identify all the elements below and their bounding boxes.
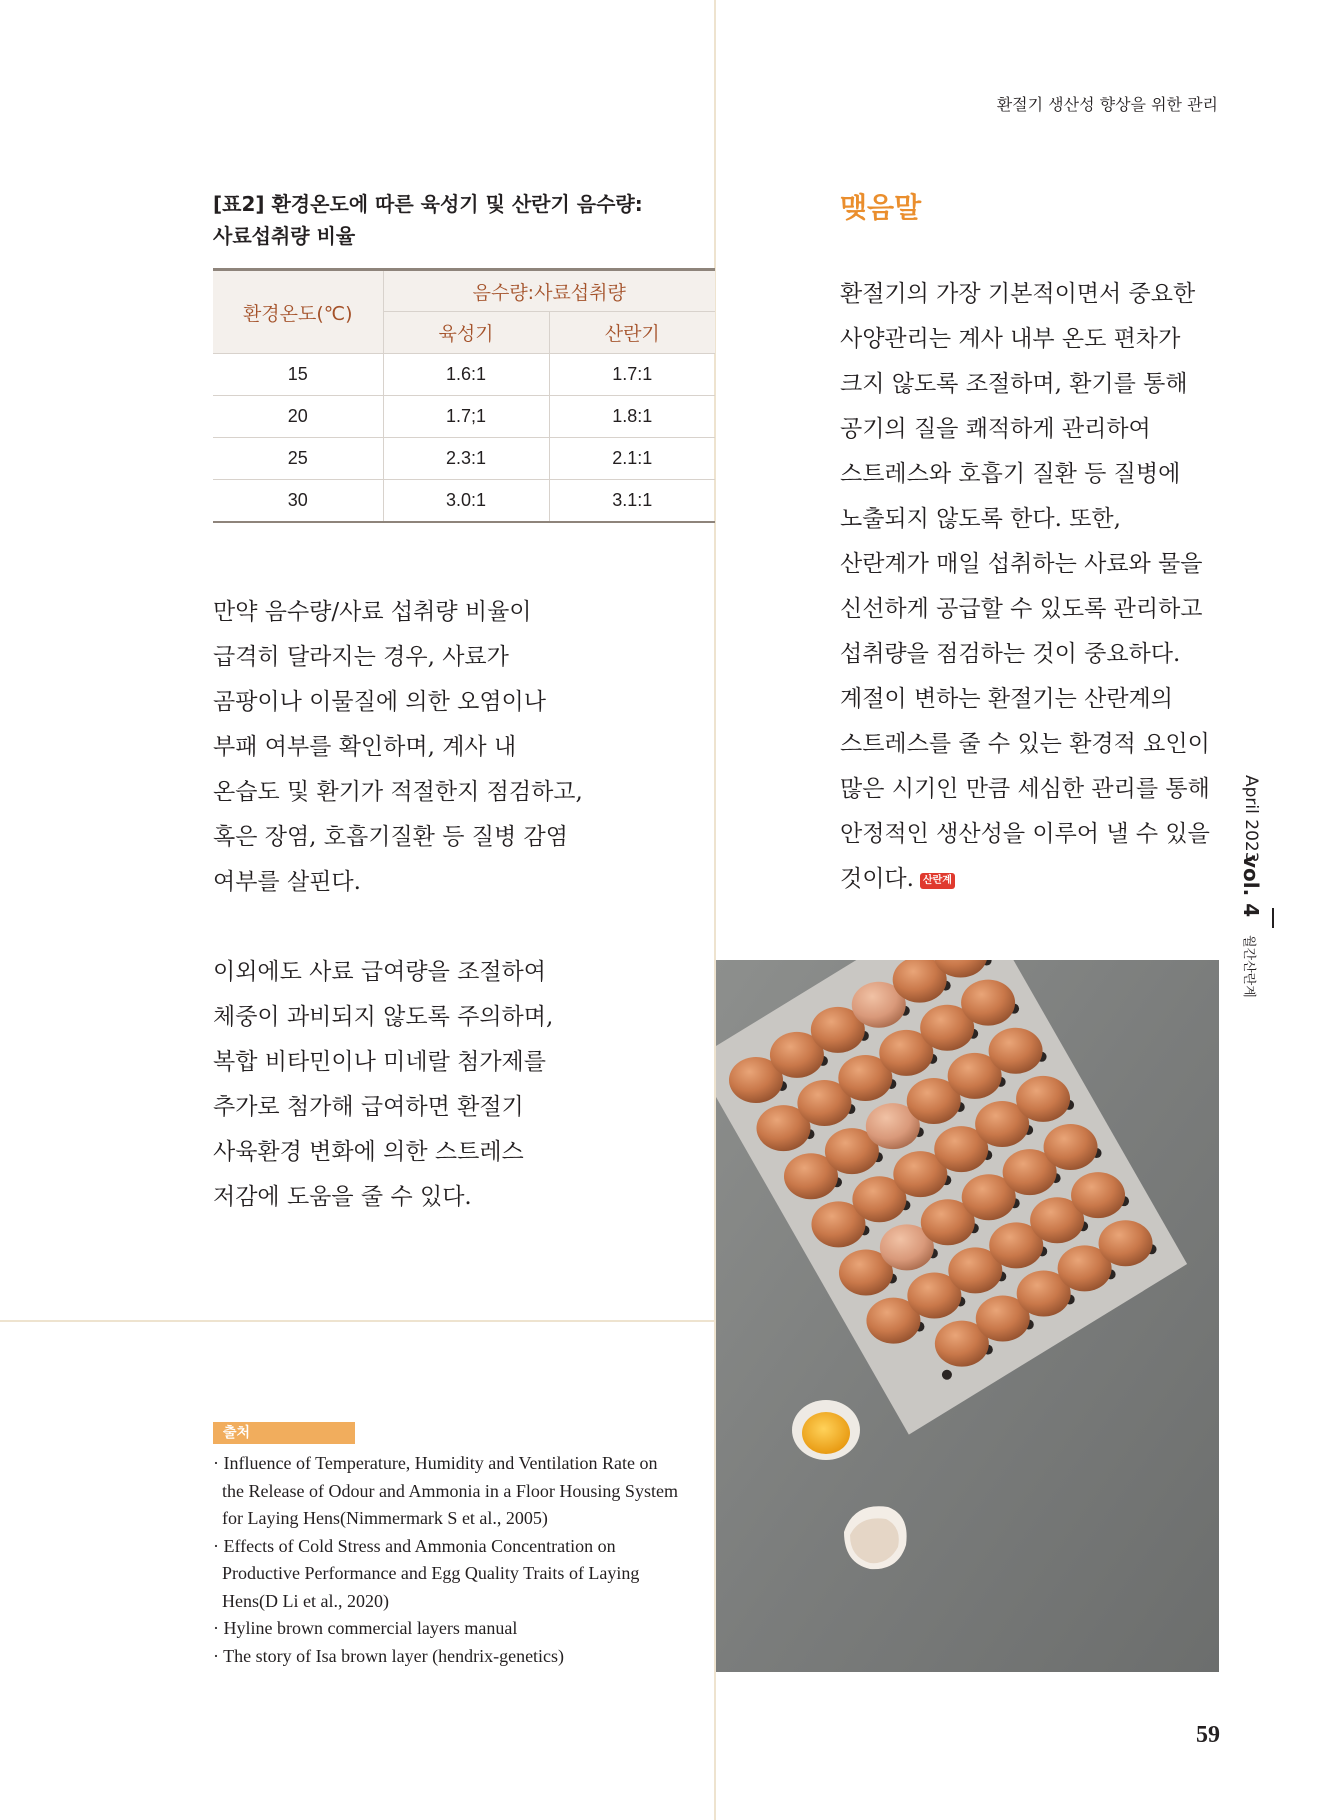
issue-volume: vol. 4 [1239, 855, 1263, 918]
reference-item: · Influence of Temperature, Humidity and Ventilation Rate on the Release of Odour and Ammonia in a Floor Housing System for Laying Hens(Nimmermark S et al., 2005) [213, 1453, 678, 1528]
egg [1016, 1076, 1070, 1122]
table-title-line1: [표2] 환경온도에 따른 육성기 및 산란기 음수량: [213, 192, 643, 216]
page-number: 59 [1196, 1722, 1220, 1748]
cell-layer: 2.1:1 [549, 438, 715, 480]
reference-item: · Hyline brown commercial layers manual [213, 1618, 518, 1638]
cell-grower: 1.7;1 [383, 396, 549, 438]
cell-grower: 2.3:1 [383, 438, 549, 480]
cracked-egg [792, 1400, 860, 1460]
cell-layer: 1.8:1 [549, 396, 715, 438]
paragraph-ratio-check: 만약 음수량/사료 섭취량 비율이 급격히 달라지는 경우, 사료가 곰팡이나 이물질에 의한 오염이나 부패 여부를 확인하며, 계사 내 온습도 및 환기가 적절한지 점검하고, 혹은 장염, 호흡기질환 등 질병 감염 여부를 살핀다. [213, 599, 583, 895]
table-row [213, 480, 715, 522]
cell-temp: 25 [213, 438, 383, 480]
water-feed-ratio-table [213, 268, 715, 523]
reference-list [213, 1450, 683, 1670]
cell-temp: 30 [213, 480, 383, 522]
cell-grower: 1.6:1 [383, 354, 549, 396]
conclusion-title: 맺음말 [840, 191, 922, 224]
running-head: 환절기 생산성 향상을 위한 관리 [996, 95, 1218, 114]
table-title [213, 188, 683, 252]
egg [961, 980, 1015, 1026]
header-grower: 육성기 [383, 312, 549, 354]
conclusion-text: 환절기의 가장 기본적이면서 중요한 사양관리는 계사 내부 온도 편차가 크지 않도록 조절하며, 환기를 통해 공기의 질을 쾌적하게 관리하여 스트레스와 호흡기 질환 등 질병에 노출되지 않도록 한다. 또한, 산란계가 매일 섭취하는 사료와 물을 신선하게 공급할 수 있도록 관리하고 섭취량을 점검하는 것이 중요하다. 계절이 변하는 환절기는 산란계의 스트레스를 줄 수 있는 환경적 요인이 많은 시기인 만큼 세심한 관리를 통해 안정적인 생산성을 이루어 낼 수 있을 것이다. [840, 281, 1210, 892]
table-title-line2: 사료섭취량 비율 [213, 224, 356, 248]
egg [989, 1028, 1043, 1074]
reference-item: · The story of Isa brown layer (hendrix-genetics) [213, 1645, 565, 1666]
tray-hole [942, 1370, 952, 1380]
cell-layer: 3.1:1 [549, 480, 715, 522]
magazine-name: 월간산란계 [1241, 935, 1256, 998]
reference-item: · Effects of Cold Stress and Ammonia Concentration on Productive Performance and Egg Quality Traits of Laying Hens(D Li et al., 2020) [213, 1535, 640, 1611]
end-mark-badge: 산란계 [920, 873, 955, 889]
header-layer: 산란기 [549, 312, 715, 354]
issue-month: April 2023 [1241, 775, 1261, 863]
table-row [213, 354, 715, 396]
column-divider-horizontal [0, 1320, 715, 1322]
cell-grower: 3.0:1 [383, 480, 549, 522]
table-row [213, 396, 715, 438]
header-water-feed-ratio: 음수량:사료섭취량 [383, 270, 715, 312]
side-divider [1272, 908, 1274, 928]
egg-tray-photo [716, 960, 1219, 1672]
source-label: 출처 [213, 1422, 355, 1444]
conclusion-body [840, 272, 1240, 902]
egg [1071, 1172, 1125, 1218]
header-temperature: 환경온도(℃) [213, 270, 383, 354]
cell-temp: 20 [213, 396, 383, 438]
cell-temp: 15 [213, 354, 383, 396]
paragraph-feed-control: 이외에도 사료 급여량을 조절하여 체중이 과비되지 않도록 주의하며, 복합 비타민이나 미네랄 첨가제를 추가로 첨가해 급여하면 환절기 사육환경 변화에 의한 스트레스 저감에 도움을 줄 수 있다. [213, 959, 554, 1210]
egg [1044, 1124, 1098, 1170]
egg [1099, 1220, 1153, 1266]
table-row [213, 438, 715, 480]
cell-layer: 1.7:1 [549, 354, 715, 396]
